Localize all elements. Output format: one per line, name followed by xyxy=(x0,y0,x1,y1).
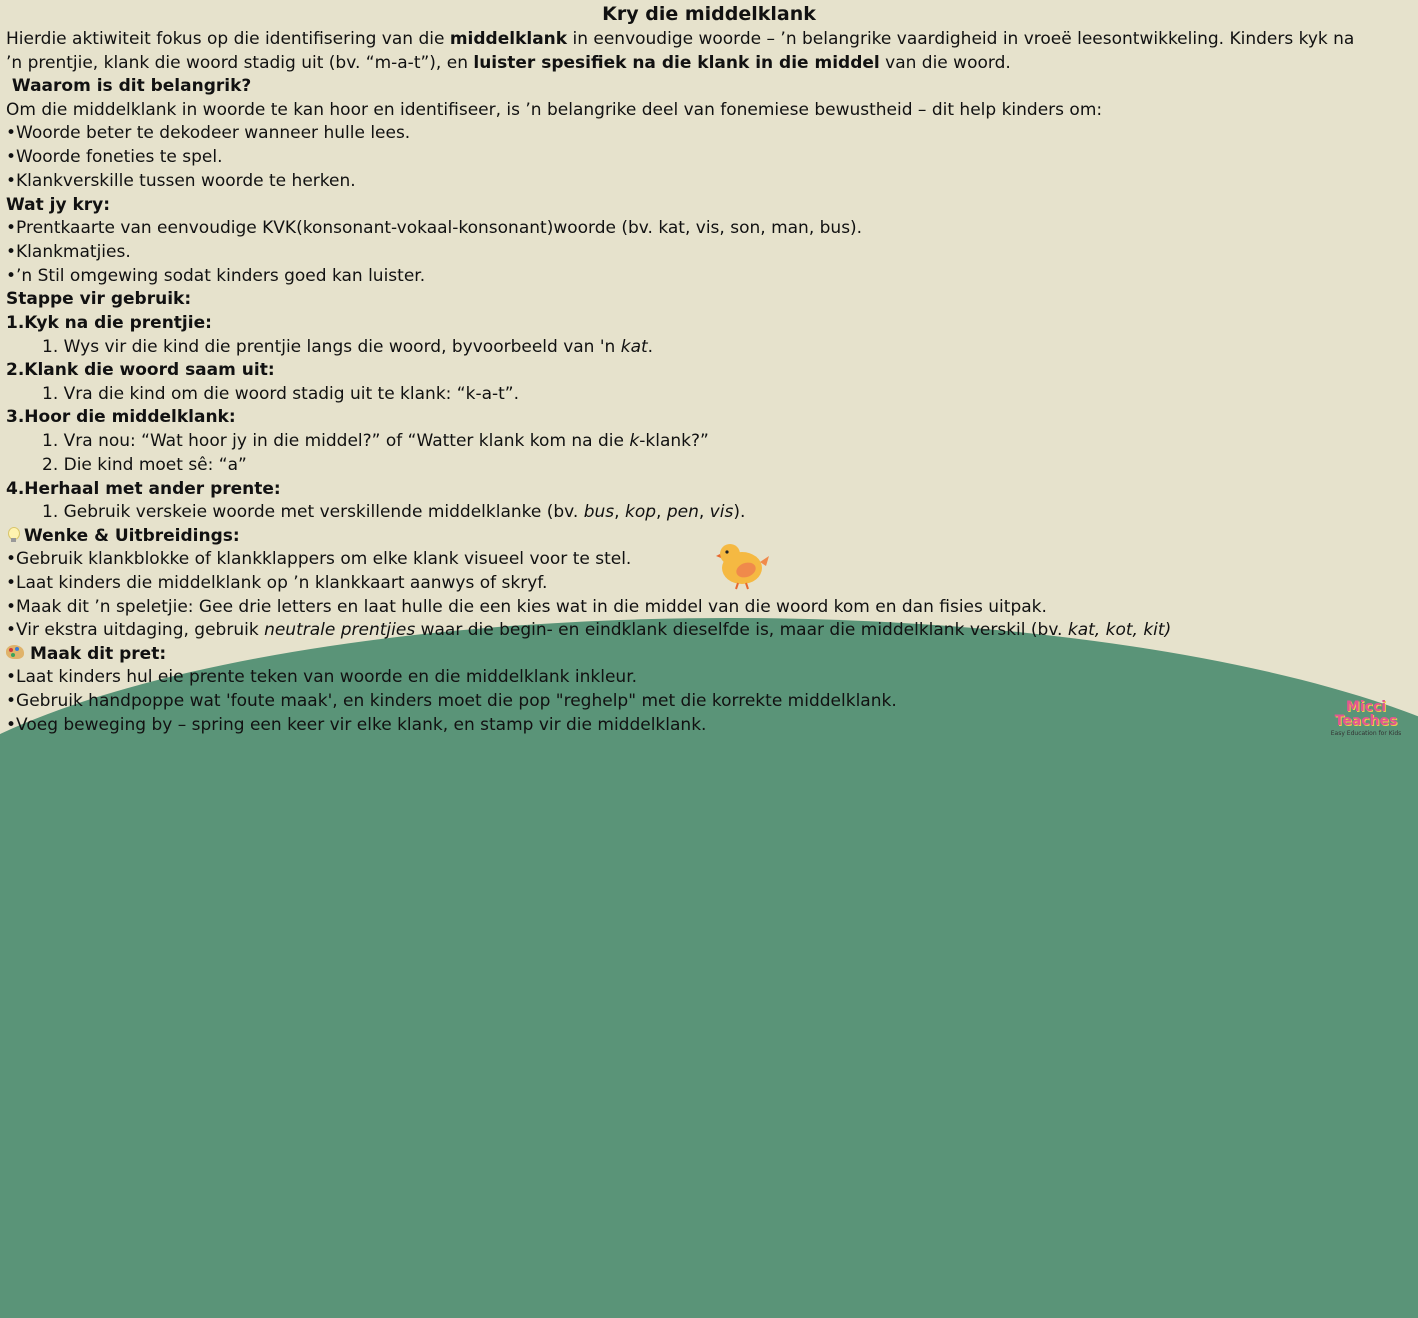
step-text: 1. Vra nou: “Wat hoor jy in die middel?” of “Watter klank kom na die xyxy=(42,431,630,451)
step-italic: vis xyxy=(709,502,734,522)
tips-heading xyxy=(6,525,240,548)
tip-text: •Vir ekstra uitdaging, gebruik xyxy=(6,620,265,640)
intro-text: Hierdie aktiwiteit fokus op die identifisering van die xyxy=(6,29,450,49)
step-italic: k xyxy=(629,431,640,451)
step-text: ). xyxy=(733,502,746,522)
fun-heading-text: Maak dit pret: xyxy=(30,644,167,664)
why-heading: Waarom is dit belangrik? xyxy=(6,76,252,96)
why-item: •Woorde foneties te spel. xyxy=(6,147,223,167)
step-1-item xyxy=(42,336,653,359)
tip-italic: kat, kot, kit) xyxy=(1067,620,1172,640)
intro-bold: luister spesifiek na die klank in die middel xyxy=(473,53,880,73)
step-italic: pen xyxy=(666,502,699,522)
step-2-item: 1. Vra die kind om die woord stadig uit te klank: “k-a-t”. xyxy=(42,384,520,404)
step-3-heading: 3.Hoor die middelklank: xyxy=(6,407,236,427)
step-4-heading: 4.Herhaal met ander prente: xyxy=(6,479,281,499)
fun-item: •Gebruik handpoppe wat 'foute maak', en kinders moet die pop "reghelp" met die korrekte middelklank. xyxy=(6,691,897,711)
bird-icon xyxy=(716,540,770,590)
step-italic: bus xyxy=(583,502,615,522)
why-item: •Woorde beter te dekodeer wanneer hulle lees. xyxy=(6,123,411,143)
step-text: . xyxy=(647,337,654,357)
tip-item xyxy=(6,619,1171,642)
step-1-heading: 1.Kyk na die prentjie: xyxy=(6,313,212,333)
step-text: -klank?” xyxy=(639,431,709,451)
intro-text: ’n prentjie, klank die woord stadig uit (bv. “m-a-t”), en xyxy=(6,53,474,73)
tip-item: •Gebruik klankblokke of klankklappers om elke klank visueel voor te stel. xyxy=(6,549,632,569)
logo-tagline: Easy Education for Kids xyxy=(1330,730,1402,737)
logo xyxy=(1330,700,1402,750)
tip-text: waar die begin- en eindklank dieselfde is, maar die middelklank verskil (bv. xyxy=(415,620,1068,640)
page-title: Kry die middelklank xyxy=(602,3,816,25)
need-item: •’n Stil omgewing sodat kinders goed kan luister. xyxy=(6,266,426,286)
step-3-item-1 xyxy=(42,430,709,453)
step-3-item-2: 2. Die kind moet sê: “a” xyxy=(42,455,247,475)
intro-line-1 xyxy=(6,28,1354,51)
step-text: 1. Gebruik verskeie woorde met verskillende middelklanke (bv. xyxy=(42,502,584,522)
intro-bold: middelklank xyxy=(449,29,568,49)
tip-item: •Laat kinders die middelklank op ’n klankkaart aanwys of skryf. xyxy=(6,573,548,593)
fun-heading xyxy=(6,643,166,666)
logo-line-1: Micci xyxy=(1345,699,1387,715)
lightbulb-icon xyxy=(6,527,20,543)
tips-heading-text: Wenke & Uitbreidings: xyxy=(24,526,240,546)
fun-item: •Laat kinders hul eie prente teken van woorde en die middelklank inkleur. xyxy=(6,667,638,687)
step-text: , xyxy=(698,502,710,522)
intro-line-2 xyxy=(6,52,1011,75)
tip-item: •Maak dit ’n speletjie: Gee drie letters en laat hulle die een kies wat in die middel van die woord kom en dan fisies uitpak. xyxy=(6,597,1047,617)
logo-line-2: Teaches xyxy=(1334,713,1398,729)
steps-heading: Stappe vir gebruik: xyxy=(6,289,192,309)
step-text: , xyxy=(614,502,625,522)
why-text: Om die middelklank in woorde te kan hoor en identifiseer, is ’n belangrike deel van fonemiese bewustheid – dit help kinders om: xyxy=(6,100,1103,120)
step-text: 1. Wys vir die kind die prentjie langs die woord, byvoorbeeld van 'n xyxy=(42,337,621,357)
fun-item: •Voeg beweging by – spring een keer vir elke klank, en stamp vir die middelklank. xyxy=(6,715,707,735)
intro-text: in eenvoudige woorde – ’n belangrike vaardigheid in vroeë leesontwikkeling. Kinders kyk na xyxy=(567,29,1355,49)
palette-icon xyxy=(6,645,24,659)
tip-italic: neutrale prentjies xyxy=(264,620,416,640)
step-text: , xyxy=(656,502,667,522)
step-4-item xyxy=(42,501,745,524)
step-2-heading: 2.Klank die woord saam uit: xyxy=(6,360,275,380)
need-item: •Prentkaarte van eenvoudige KVK(konsonant-vokaal-konsonant)woorde (bv. kat, vis, son, man, bus). xyxy=(6,218,863,238)
step-italic: kat xyxy=(620,337,648,357)
step-italic: kop xyxy=(624,502,657,522)
intro-text: van die woord. xyxy=(879,53,1011,73)
need-item: •Klankmatjies. xyxy=(6,242,131,262)
why-item: •Klankverskille tussen woorde te herken. xyxy=(6,171,356,191)
need-heading: Wat jy kry: xyxy=(6,195,111,215)
